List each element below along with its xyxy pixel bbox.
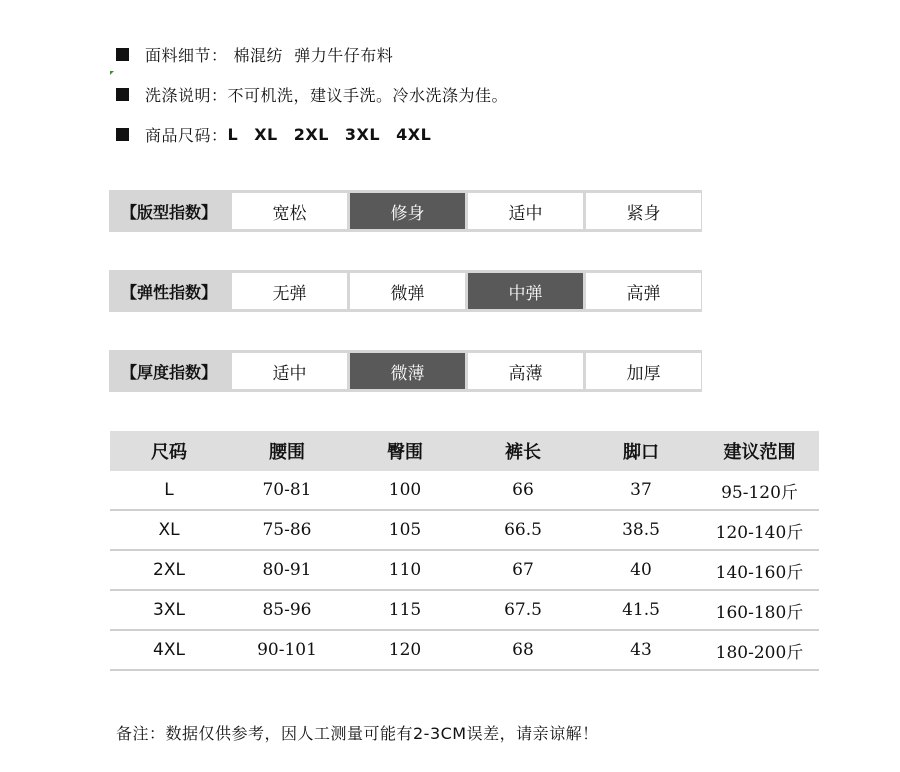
product-sizes-label: 商品尺码： <box>145 126 228 145</box>
fit-option: 紧身 <box>586 193 701 229</box>
thickness-option: 适中 <box>232 353 347 389</box>
table-cell: 110 <box>388 560 422 580</box>
table-cell: 66.5 <box>504 520 542 540</box>
header-recommended-range: 建议范围 <box>723 442 796 463</box>
table-cell: L <box>164 480 174 500</box>
table-cell: 85-96 <box>262 600 312 620</box>
fit-index-label: 【版型指数】 <box>120 202 217 222</box>
table-cell: 75-86 <box>262 520 312 540</box>
table-header-row <box>110 431 819 471</box>
bullet-square-icon <box>116 88 129 101</box>
header-length: 裤长 <box>505 442 541 463</box>
table-row <box>110 471 819 511</box>
fit-option: 宽松 <box>232 193 347 229</box>
table-cell: 120-140斤 <box>715 522 804 543</box>
elasticity-option: 微弹 <box>350 273 465 309</box>
fabric-detail-label: 面料细节： <box>145 46 228 65</box>
table-cell: 67.5 <box>504 600 542 620</box>
thickness-option: 高薄 <box>468 353 583 389</box>
product-sizes-line <box>116 123 447 146</box>
bullet-square-icon <box>116 48 129 61</box>
washing-instruction-value: 不可机洗，建议手洗。冷水洗涤为佳。 <box>227 86 509 105</box>
thickness-index-scale <box>109 350 702 392</box>
table-cell: 4XL <box>153 640 185 660</box>
table-cell: 68 <box>512 640 534 660</box>
table-cell: 90-101 <box>257 640 317 660</box>
size-option: 4XL <box>396 125 432 144</box>
size-option: XL <box>254 125 278 144</box>
table-cell: 100 <box>388 480 422 500</box>
table-cell: 67 <box>512 560 534 580</box>
fit-option: 修身 <box>350 193 465 229</box>
table-cell: 115 <box>388 600 422 620</box>
header-size: 尺码 <box>151 442 187 463</box>
thickness-index-label: 【厚度指数】 <box>120 362 217 382</box>
bullet-square-icon <box>116 128 129 141</box>
table-cell: 180-200斤 <box>715 642 804 663</box>
table-cell: 43 <box>630 640 652 660</box>
table-row <box>110 511 819 551</box>
table-cell: 37 <box>630 480 652 500</box>
fit-option: 适中 <box>468 193 583 229</box>
table-cell: 95-120斤 <box>721 482 798 503</box>
washing-instruction-line <box>116 83 508 106</box>
table-cell: 66 <box>512 480 534 500</box>
elasticity-index-label: 【弹性指数】 <box>120 282 217 302</box>
table-cell: 160-180斤 <box>715 602 804 623</box>
table-cell: XL <box>158 520 180 540</box>
thickness-option: 加厚 <box>586 353 701 389</box>
table-row <box>110 551 819 591</box>
size-table <box>110 431 819 671</box>
header-hip: 臀围 <box>387 442 423 463</box>
fit-index-scale <box>109 190 702 232</box>
table-cell: 40 <box>630 560 652 580</box>
elasticity-option: 无弹 <box>232 273 347 309</box>
thickness-option: 微薄 <box>350 353 465 389</box>
header-waist: 腰围 <box>269 442 305 463</box>
size-option: L <box>227 125 239 144</box>
table-cell: 105 <box>388 520 422 540</box>
table-cell: 140-160斤 <box>715 562 804 583</box>
table-cell: 80-91 <box>262 560 312 580</box>
table-cell: 70-81 <box>262 480 312 500</box>
table-cell: 41.5 <box>622 600 660 620</box>
size-option: 3XL <box>344 125 381 144</box>
size-option: 2XL <box>293 125 329 144</box>
table-row <box>110 591 819 631</box>
elasticity-option: 高弹 <box>586 273 701 309</box>
elasticity-option: 中弹 <box>468 273 583 309</box>
header-leg-opening: 脚口 <box>623 442 659 463</box>
table-cell: 2XL <box>153 560 185 580</box>
fabric-detail-value: 棉混纺 弹力牛仔布料 <box>233 46 394 65</box>
table-cell: 3XL <box>153 600 185 620</box>
table-cell: 38.5 <box>622 520 660 540</box>
table-cell: 120 <box>388 640 422 660</box>
washing-instruction-label: 洗涤说明： <box>145 86 228 105</box>
table-row <box>110 631 819 671</box>
corner-mark-icon <box>110 71 114 75</box>
elasticity-index-scale <box>109 270 702 312</box>
measurement-note: 备注：数据仅供参考，因人工测量可能有2-3CM误差，请亲谅解！ <box>116 724 599 743</box>
fabric-detail-line <box>116 43 393 66</box>
